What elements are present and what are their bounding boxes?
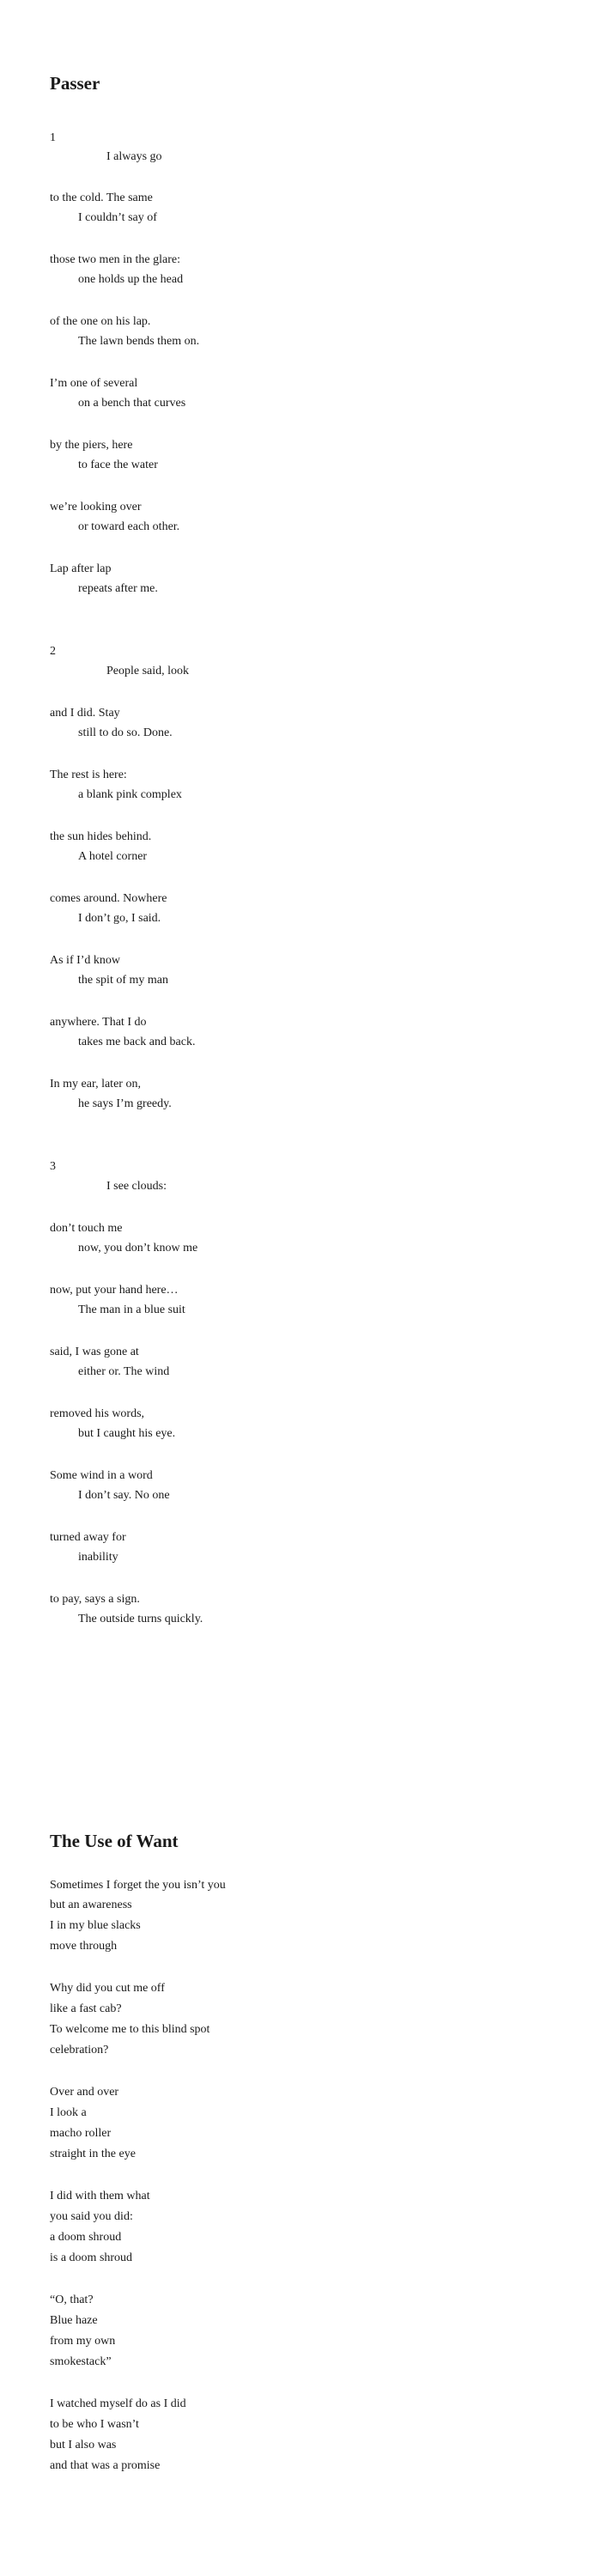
poem-line: he says I’m greedy. bbox=[78, 1097, 172, 1110]
poem-line: to the cold. The same bbox=[50, 191, 153, 204]
poem-line: As if I’d know bbox=[50, 954, 121, 967]
poem-line: removed his words, bbox=[50, 1407, 145, 1420]
poem-line: and I did. Stay bbox=[50, 707, 120, 720]
poem-title: Passer bbox=[50, 73, 100, 94]
poem-line: but I caught his eye. bbox=[78, 1427, 176, 1440]
poem-line: to face the water bbox=[78, 459, 158, 471]
poem-line: one holds up the head bbox=[78, 273, 184, 286]
poem-line: inability bbox=[78, 1551, 118, 1564]
poem-line: those two men in the glare: bbox=[50, 253, 181, 266]
poem-line: you said you did: bbox=[50, 2210, 133, 2223]
poem-line: like a fast cab? bbox=[50, 2002, 122, 2015]
poem-line: don’t touch me bbox=[50, 1222, 123, 1235]
poem-line: Over and over bbox=[50, 2086, 119, 2099]
poem-line: we’re looking over bbox=[50, 501, 142, 513]
poem-line: I look a bbox=[50, 2106, 87, 2119]
poem-line: I don’t say. No one bbox=[78, 1489, 170, 1502]
poem-line: takes me back and back. bbox=[78, 1036, 196, 1048]
poem-line: a doom shroud bbox=[50, 2231, 122, 2244]
poem-line: of the one on his lap. bbox=[50, 315, 151, 328]
poem-line: I couldn’t say of bbox=[78, 211, 157, 224]
poem-line: I in my blue slacks bbox=[50, 1919, 141, 1932]
poem-line: either or. The wind bbox=[78, 1365, 170, 1378]
poem-line: the sun hides behind. bbox=[50, 830, 152, 843]
poem-line: I did with them what bbox=[50, 2190, 150, 2202]
poem-line: Sometimes I forget the you isn’t you bbox=[50, 1879, 226, 1892]
poem-line: to be who I wasn’t bbox=[50, 2418, 139, 2431]
section-number: 3 bbox=[50, 1160, 56, 1173]
section-number: 1 bbox=[50, 131, 56, 144]
poem-line: People said, look bbox=[106, 665, 190, 677]
poem-line: I’m one of several bbox=[50, 377, 138, 390]
poem-line: and that was a promise bbox=[50, 2459, 161, 2472]
poem-title: The Use of Want bbox=[50, 1831, 179, 1851]
poem-line: The outside turns quickly. bbox=[78, 1613, 203, 1625]
poem-line: I always go bbox=[106, 150, 162, 163]
poem-line: on a bench that curves bbox=[78, 397, 186, 410]
poem-line: but an awareness bbox=[50, 1899, 132, 1911]
poem-line: smokestack” bbox=[50, 2355, 112, 2368]
poem-line: celebration? bbox=[50, 2044, 109, 2057]
poem-line: to pay, says a sign. bbox=[50, 1593, 140, 1606]
poem-line: said, I was gone at bbox=[50, 1346, 139, 1358]
poem-line: The lawn bends them on. bbox=[78, 335, 200, 348]
poem-line: macho roller bbox=[50, 2127, 112, 2140]
poem-line: still to do so. Done. bbox=[78, 726, 173, 739]
poem-line: The rest is here: bbox=[50, 769, 127, 781]
poem-line: now, you don’t know me bbox=[78, 1242, 198, 1255]
poem-line: “O, that? bbox=[50, 2293, 94, 2306]
section-number: 2 bbox=[50, 645, 56, 658]
poem-line: Blue haze bbox=[50, 2314, 98, 2327]
poem-line: anywhere. That I do bbox=[50, 1016, 147, 1029]
poem-line: move through bbox=[50, 1940, 118, 1953]
poem-line: Lap after lap bbox=[50, 562, 112, 575]
poem-line: a blank pink complex bbox=[78, 788, 182, 801]
poem-line: A hotel corner bbox=[78, 850, 148, 863]
poem-line: is a doom shroud bbox=[50, 2251, 133, 2264]
poem-line: from my own bbox=[50, 2335, 116, 2348]
poem-line: turned away for bbox=[50, 1531, 126, 1544]
poem-line: repeats after me. bbox=[78, 582, 158, 595]
poem-line: I don’t go, I said. bbox=[78, 912, 161, 925]
poem-line: straight in the eye bbox=[50, 2148, 136, 2160]
poem-line: To welcome me to this blind spot bbox=[50, 2023, 210, 2036]
poem-line: comes around. Nowhere bbox=[50, 892, 167, 905]
poem-line: I watched myself do as I did bbox=[50, 2397, 186, 2410]
poem-line: by the piers, here bbox=[50, 439, 133, 452]
poem-line: or toward each other. bbox=[78, 520, 180, 533]
poem-line: Why did you cut me off bbox=[50, 1982, 165, 1995]
poem-line: but I also was bbox=[50, 2439, 117, 2451]
poem-line: now, put your hand here… bbox=[50, 1284, 179, 1297]
poem-line: I see clouds: bbox=[106, 1180, 167, 1193]
poem-line: Some wind in a word bbox=[50, 1469, 153, 1482]
poem-line: The man in a blue suit bbox=[78, 1303, 185, 1316]
poem-line: the spit of my man bbox=[78, 974, 168, 987]
poem-line: In my ear, later on, bbox=[50, 1078, 141, 1091]
